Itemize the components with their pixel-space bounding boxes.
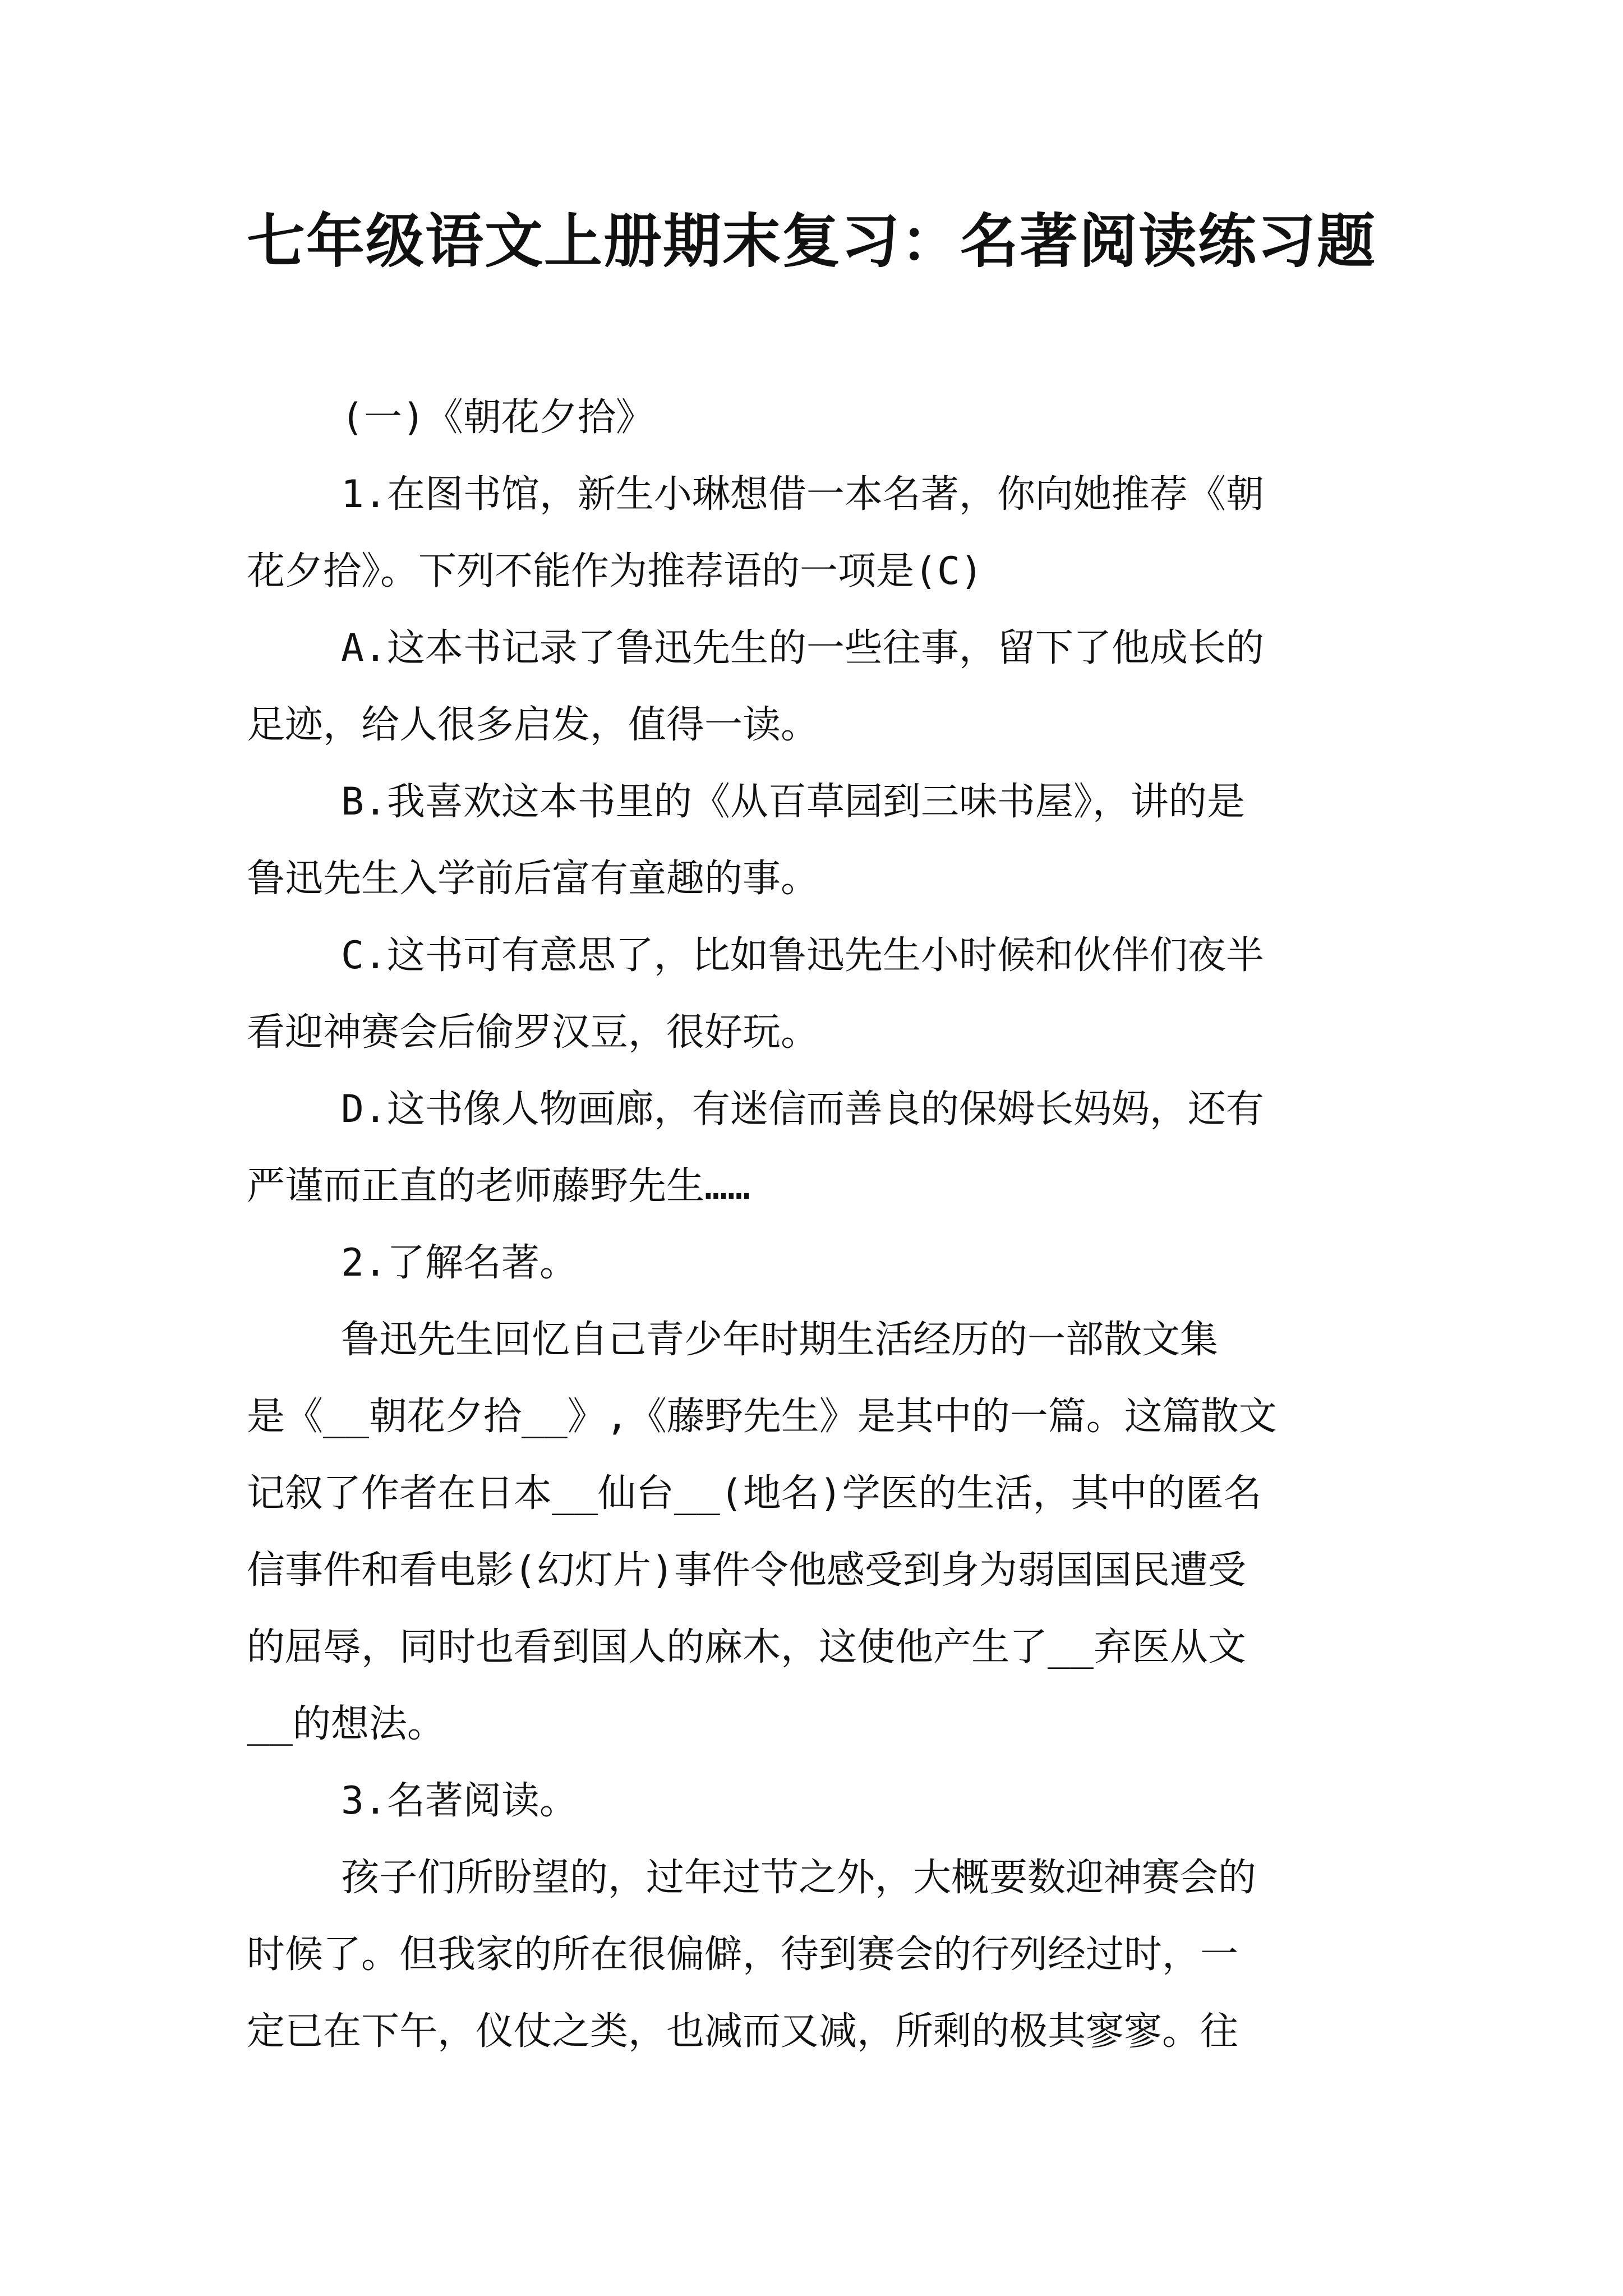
passage-line-1: 孩子们所盼望的，过年过节之外，大概要数迎神赛会的 [341, 1856, 1257, 1900]
option-c-line-2: 看迎神赛会后偷罗汉豆，很好玩。 [247, 1010, 819, 1055]
question-2-line-5: 的屈辱，同时也看到国人的麻木，这使他产生了__弃医从文 [247, 1625, 1246, 1669]
passage-line-2: 时候了。但我家的所在很偏僻，待到赛会的行列经过时，一 [247, 1932, 1239, 1977]
document-body [247, 379, 1380, 2070]
document-title: 七年级语文上册期末复习：名著阅读练习题 [246, 206, 1376, 275]
passage-line-3: 定已在下午，仪仗之类，也减而又减，所剩的极其寥寥。往 [247, 2009, 1239, 2054]
question-2-line-4: 信事件和看电影(幻灯片)事件令他感受到身为弱国国民遭受 [247, 1548, 1246, 1593]
question-2-line-6: __的想法。 [247, 1702, 445, 1746]
section-heading: (一)《朝花夕拾》 [341, 395, 654, 440]
question-2-heading: 2.了解名著。 [341, 1241, 578, 1285]
question-2-line-3: 记叙了作者在日本__仙台__(地名)学医的生活，其中的匿名 [247, 1471, 1262, 1516]
option-d-line-2: 严谨而正直的老师藤野先生…… [247, 1164, 750, 1208]
option-a-line-1: A.这本书记录了鲁迅先生的一些往事，留下了他成长的 [341, 626, 1264, 670]
question-1-line-1: 1.在图书馆，新生小琳想借一本名著，你向她推荐《朝 [341, 472, 1264, 517]
question-2-line-2: 是《__朝花夕拾__》,《藤野先生》是其中的一篇。这篇散文 [247, 1395, 1277, 1439]
option-b-line-1: B.我喜欢这本书里的《从百草园到三味书屋》，讲的是 [341, 780, 1245, 824]
question-1-line-2: 花夕拾》。下列不能作为推荐语的一项是(C) [247, 549, 983, 593]
question-2-line-1: 鲁迅先生回忆自己青少年时期生活经历的一部散文集 [341, 1318, 1219, 1362]
option-b-line-2: 鲁迅先生入学前后富有童趣的事。 [247, 857, 819, 901]
question-3-heading: 3.名著阅读。 [341, 1779, 578, 1823]
option-c-line-1: C.这书可有意思了，比如鲁迅先生小时候和伙伴们夜半 [341, 933, 1264, 978]
option-a-line-2: 足迹，给人很多启发，值得一读。 [247, 703, 819, 747]
option-d-line-1: D.这书像人物画廊，有迷信而善良的保姆长妈妈，还有 [341, 1087, 1264, 1131]
